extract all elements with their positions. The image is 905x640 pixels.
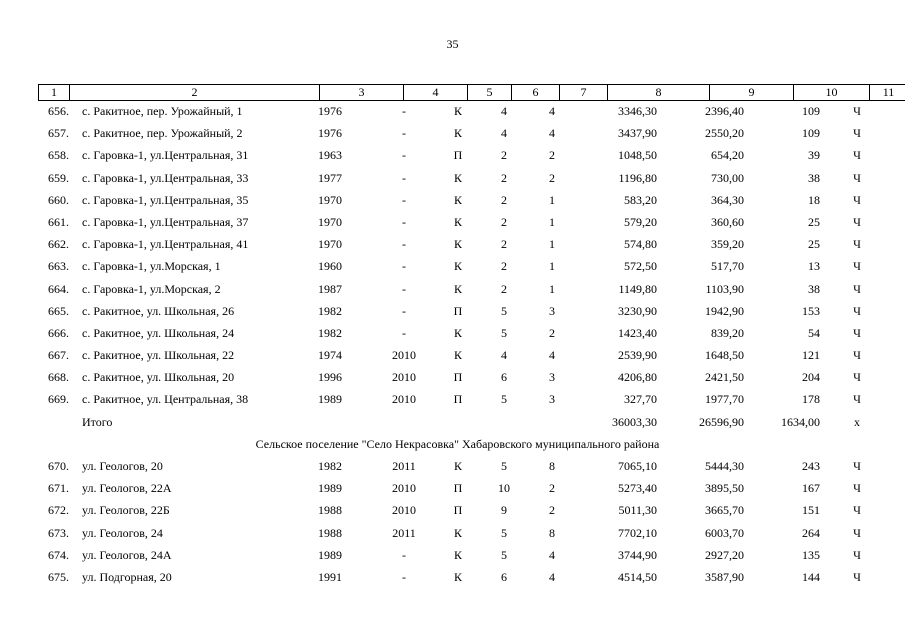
- address-cell: с. Ракитное, ул. Школьная, 22: [82, 348, 235, 363]
- table-row: [38, 193, 877, 215]
- build-year-cell: 1970: [318, 214, 342, 229]
- row-number-cell: 671.: [48, 481, 69, 496]
- column-header-5: 5: [468, 85, 512, 101]
- repair-year-cell: 2010: [392, 392, 416, 407]
- ownership-mark-cell: Ч: [853, 281, 861, 296]
- entrances-cell: 3: [549, 370, 555, 385]
- residents-cell: 153: [802, 303, 820, 318]
- repair-year-cell: -: [402, 547, 406, 562]
- living-area-cell: 1648,50: [705, 348, 744, 363]
- address-cell: с. Гаровка-1, ул.Морская, 2: [82, 281, 221, 296]
- repair-year-cell: -: [402, 325, 406, 340]
- living-area-sum: 26596,90: [699, 414, 744, 429]
- column-header-8: 8: [608, 85, 710, 101]
- total-area-cell: 7702,10: [618, 525, 657, 540]
- ownership-mark-cell: Ч: [853, 370, 861, 385]
- build-year-cell: 1982: [318, 325, 342, 340]
- total-area-cell: 4206,80: [618, 370, 657, 385]
- repair-year-cell: -: [402, 104, 406, 118]
- ownership-mark-cell: Ч: [853, 525, 861, 540]
- row-number-cell: 675.: [48, 569, 69, 584]
- floors-cell: 5: [501, 325, 507, 340]
- residents-cell: 18: [808, 192, 820, 207]
- living-area-cell: 360,60: [711, 214, 744, 229]
- build-year-cell: 1989: [318, 392, 342, 407]
- residents-cell: 38: [808, 170, 820, 185]
- wall-material-cell: К: [453, 104, 462, 118]
- total-area-cell: 583,20: [624, 192, 657, 207]
- residents-cell: 13: [808, 259, 820, 274]
- total-area-cell: 579,20: [624, 214, 657, 229]
- total-mark: х: [854, 414, 860, 429]
- repair-year-cell: 2010: [392, 348, 416, 363]
- build-year-cell: 1976: [318, 104, 342, 118]
- ownership-mark-cell: Ч: [853, 104, 861, 118]
- wall-material-cell: К: [453, 237, 462, 252]
- ownership-mark-cell: Ч: [853, 170, 861, 185]
- address-cell: с. Гаровка-1, ул.Центральная, 41: [82, 237, 249, 252]
- total-area-cell: 2539,90: [618, 348, 657, 363]
- ownership-mark-cell: Ч: [853, 459, 861, 473]
- table-row: [38, 459, 877, 481]
- table-row: [38, 326, 877, 348]
- living-area-cell: 5444,30: [705, 459, 744, 473]
- table-row: [38, 104, 877, 126]
- build-year-cell: 1977: [318, 170, 342, 185]
- address-cell: с. Гаровка-1, ул.Центральная, 31: [82, 148, 249, 163]
- floors-cell: 5: [501, 525, 507, 540]
- address-cell: ул. Геологов, 24А: [82, 547, 172, 562]
- floors-cell: 2: [501, 281, 507, 296]
- entrances-cell: 8: [549, 459, 555, 473]
- total-area-cell: 7065,10: [618, 459, 657, 473]
- total-area-cell: 3346,30: [618, 104, 657, 118]
- address-cell: с. Гаровка-1, ул.Центральная, 35: [82, 192, 249, 207]
- address-cell: с. Ракитное, ул. Школьная, 26: [82, 303, 235, 318]
- table-row: [38, 259, 877, 281]
- ownership-mark-cell: Ч: [853, 259, 861, 274]
- column-header-6: 6: [512, 85, 560, 101]
- repair-year-cell: -: [402, 237, 406, 252]
- table-row: [38, 126, 877, 148]
- living-area-cell: 6003,70: [705, 525, 744, 540]
- section-title-row: [38, 437, 877, 459]
- repair-year-cell: -: [402, 303, 406, 318]
- repair-year-cell: -: [402, 281, 406, 296]
- row-number-cell: 667.: [48, 348, 69, 363]
- address-cell: с. Ракитное, пер. Урожайный, 2: [82, 126, 243, 141]
- residents-cell: 243: [802, 459, 820, 473]
- entrances-cell: 1: [549, 214, 555, 229]
- total-label: Итого: [82, 414, 113, 429]
- floors-cell: 2: [501, 148, 507, 163]
- total-area-cell: 3230,90: [618, 303, 657, 318]
- wall-material-cell: К: [453, 459, 462, 473]
- floors-cell: 4: [501, 126, 507, 141]
- entrances-cell: 1: [549, 192, 555, 207]
- living-area-cell: 839,20: [711, 325, 744, 340]
- repair-year-cell: -: [402, 126, 406, 141]
- column-header-7: 7: [560, 85, 608, 101]
- address-cell: ул. Геологов, 22Б: [82, 503, 170, 518]
- living-area-cell: 2550,20: [705, 126, 744, 141]
- ownership-mark-cell: Ч: [853, 325, 861, 340]
- repair-year-cell: -: [402, 192, 406, 207]
- living-area-cell: 2396,40: [705, 104, 744, 118]
- living-area-cell: 1977,70: [705, 392, 744, 407]
- total-area-cell: 327,70: [624, 392, 657, 407]
- table-row: [38, 370, 877, 392]
- wall-material-cell: П: [453, 148, 463, 163]
- residents-cell: 144: [802, 569, 820, 584]
- row-number-cell: 659.: [48, 170, 69, 185]
- wall-material-cell: К: [453, 325, 462, 340]
- residents-cell: 38: [808, 281, 820, 296]
- build-year-cell: 1974: [318, 348, 342, 363]
- floors-cell: 10: [498, 481, 510, 496]
- floors-cell: 6: [501, 370, 507, 385]
- table-row: [38, 348, 877, 370]
- build-year-cell: 1991: [318, 569, 342, 584]
- residents-cell: 178: [802, 392, 820, 407]
- table-row: [38, 570, 877, 592]
- residents-cell: 39: [808, 148, 820, 163]
- total-area-cell: 574,80: [624, 237, 657, 252]
- row-number-cell: 662.: [48, 237, 69, 252]
- floors-cell: 5: [501, 547, 507, 562]
- row-number-cell: 670.: [48, 459, 69, 473]
- entrances-cell: 1: [549, 281, 555, 296]
- wall-material-cell: К: [453, 259, 462, 274]
- living-area-cell: 730,00: [711, 170, 744, 185]
- total-area-cell: 572,50: [624, 259, 657, 274]
- repair-year-cell: 2010: [392, 503, 416, 518]
- row-number-cell: 674.: [48, 547, 69, 562]
- residents-cell: 25: [808, 214, 820, 229]
- build-year-cell: 1982: [318, 459, 342, 473]
- repair-year-cell: 2011: [392, 459, 416, 473]
- row-number-cell: 660.: [48, 192, 69, 207]
- living-area-cell: 2421,50: [705, 370, 744, 385]
- total-area-cell: 3437,90: [618, 126, 657, 141]
- total-area-cell: 1423,40: [618, 325, 657, 340]
- total-area-cell: 1048,50: [618, 148, 657, 163]
- address-cell: с. Ракитное, ул. Школьная, 24: [82, 325, 235, 340]
- ownership-mark-cell: Ч: [853, 303, 861, 318]
- living-area-cell: 3665,70: [705, 503, 744, 518]
- address-cell: с. Ракитное, ул. Центральная, 38: [82, 392, 249, 407]
- register-rows: [38, 104, 877, 592]
- build-year-cell: 1982: [318, 303, 342, 318]
- table-row: [38, 503, 877, 525]
- build-year-cell: 1988: [318, 525, 342, 540]
- row-number-cell: 664.: [48, 281, 69, 296]
- section-title: Сельское поселение "Село Некрасовка" Хабаровского муниципального района: [255, 436, 660, 451]
- entrances-cell: 8: [549, 525, 555, 540]
- living-area-cell: 3587,90: [705, 569, 744, 584]
- wall-material-cell: К: [453, 525, 462, 540]
- row-number-cell: 657.: [48, 126, 69, 141]
- residents-cell: 25: [808, 237, 820, 252]
- wall-material-cell: К: [453, 569, 462, 584]
- column-header-row: [39, 85, 905, 101]
- build-year-cell: 1970: [318, 237, 342, 252]
- repair-year-cell: 2010: [392, 370, 416, 385]
- address-cell: ул. Геологов, 24: [82, 525, 163, 540]
- entrances-cell: 4: [549, 569, 555, 584]
- table-row: [38, 392, 877, 414]
- entrances-cell: 4: [549, 104, 555, 118]
- wall-material-cell: П: [453, 392, 463, 407]
- table-row: [38, 171, 877, 193]
- entrances-cell: 1: [549, 237, 555, 252]
- row-number-cell: 669.: [48, 392, 69, 407]
- repair-year-cell: 2011: [392, 525, 416, 540]
- address-cell: с. Гаровка-1, ул.Центральная, 37: [82, 214, 249, 229]
- repair-year-cell: -: [402, 170, 406, 185]
- total-area-cell: 1196,80: [618, 170, 657, 185]
- build-year-cell: 1989: [318, 481, 342, 496]
- living-area-cell: 3895,50: [705, 481, 744, 496]
- ownership-mark-cell: Ч: [853, 481, 861, 496]
- ownership-mark-cell: Ч: [853, 392, 861, 407]
- residents-cell: 204: [802, 370, 820, 385]
- column-header-table: [38, 84, 905, 101]
- entrances-cell: 3: [549, 392, 555, 407]
- table-row: [38, 282, 877, 304]
- floors-cell: 5: [501, 459, 507, 473]
- entrances-cell: 2: [549, 503, 555, 518]
- total-area-cell: 4514,50: [618, 569, 657, 584]
- residents-cell: 135: [802, 547, 820, 562]
- address-cell: ул. Подгорная, 20: [82, 569, 172, 584]
- living-area-cell: 654,20: [711, 148, 744, 163]
- total-row: [38, 415, 877, 437]
- repair-year-cell: -: [402, 148, 406, 163]
- column-header-9: 9: [710, 85, 794, 101]
- wall-material-cell: П: [453, 481, 463, 496]
- entrances-cell: 2: [549, 481, 555, 496]
- column-header-3: 3: [320, 85, 404, 101]
- build-year-cell: 1987: [318, 281, 342, 296]
- repair-year-cell: -: [402, 214, 406, 229]
- total-area-sum: 36003,30: [612, 414, 657, 429]
- wall-material-cell: К: [453, 214, 462, 229]
- column-header-10: 10: [794, 85, 870, 101]
- wall-material-cell: П: [453, 503, 463, 518]
- build-year-cell: 1970: [318, 192, 342, 207]
- floors-cell: 2: [501, 214, 507, 229]
- repair-year-cell: -: [402, 259, 406, 274]
- table-row: [38, 526, 877, 548]
- residents-cell: 151: [802, 503, 820, 518]
- residents-cell: 109: [802, 104, 820, 118]
- floors-cell: 4: [501, 104, 507, 118]
- living-area-cell: 2927,20: [705, 547, 744, 562]
- residents-cell: 167: [802, 481, 820, 496]
- page-number: 35: [446, 37, 459, 51]
- address-cell: с. Ракитное, ул. Школьная, 20: [82, 370, 235, 385]
- residents-cell: 54: [808, 325, 820, 340]
- ownership-mark-cell: Ч: [853, 348, 861, 363]
- address-cell: ул. Геологов, 20: [82, 459, 163, 473]
- floors-cell: 2: [501, 192, 507, 207]
- wall-material-cell: К: [453, 126, 462, 141]
- column-header-4: 4: [404, 85, 468, 101]
- row-number-cell: 666.: [48, 325, 69, 340]
- wall-material-cell: К: [453, 348, 462, 363]
- floors-cell: 4: [501, 348, 507, 363]
- column-header-1: 1: [39, 85, 70, 101]
- table-row: [38, 148, 877, 170]
- table-row: [38, 304, 877, 326]
- column-header-2: 2: [70, 85, 320, 101]
- wall-material-cell: П: [453, 303, 463, 318]
- ownership-mark-cell: Ч: [853, 569, 861, 584]
- residents-cell: 109: [802, 126, 820, 141]
- table-row: [38, 481, 877, 503]
- wall-material-cell: К: [453, 281, 462, 296]
- ownership-mark-cell: Ч: [853, 503, 861, 518]
- living-area-cell: 517,70: [711, 259, 744, 274]
- build-year-cell: 1963: [318, 148, 342, 163]
- residents-sum: 1634,00: [781, 414, 820, 429]
- column-header-11: 11: [870, 85, 905, 101]
- entrances-cell: 2: [549, 148, 555, 163]
- repair-year-cell: -: [402, 569, 406, 584]
- floors-cell: 5: [501, 303, 507, 318]
- table-row: [38, 237, 877, 259]
- row-number-cell: 673.: [48, 525, 69, 540]
- residents-cell: 121: [802, 348, 820, 363]
- floors-cell: 2: [501, 170, 507, 185]
- ownership-mark-cell: Ч: [853, 547, 861, 562]
- row-number-cell: 656.: [48, 104, 69, 118]
- entrances-cell: 3: [549, 303, 555, 318]
- build-year-cell: 1976: [318, 126, 342, 141]
- floors-cell: 9: [501, 503, 507, 518]
- entrances-cell: 1: [549, 259, 555, 274]
- total-area-cell: 3744,90: [618, 547, 657, 562]
- total-area-cell: 1149,80: [618, 281, 657, 296]
- entrances-cell: 2: [549, 325, 555, 340]
- wall-material-cell: К: [453, 192, 462, 207]
- ownership-mark-cell: Ч: [853, 148, 861, 163]
- row-number-cell: 663.: [48, 259, 69, 274]
- build-year-cell: 1989: [318, 547, 342, 562]
- build-year-cell: 1960: [318, 259, 342, 274]
- floors-cell: 2: [501, 237, 507, 252]
- total-area-cell: 5273,40: [618, 481, 657, 496]
- ownership-mark-cell: Ч: [853, 237, 861, 252]
- entrances-cell: 4: [549, 126, 555, 141]
- repair-year-cell: 2010: [392, 481, 416, 496]
- address-cell: с. Ракитное, пер. Урожайный, 1: [82, 104, 243, 118]
- row-number-cell: 665.: [48, 303, 69, 318]
- build-year-cell: 1996: [318, 370, 342, 385]
- living-area-cell: 359,20: [711, 237, 744, 252]
- row-number-cell: 668.: [48, 370, 69, 385]
- living-area-cell: 364,30: [711, 192, 744, 207]
- entrances-cell: 2: [549, 170, 555, 185]
- ownership-mark-cell: Ч: [853, 214, 861, 229]
- entrances-cell: 4: [549, 348, 555, 363]
- floors-cell: 5: [501, 392, 507, 407]
- table-row: [38, 215, 877, 237]
- wall-material-cell: К: [453, 170, 462, 185]
- ownership-mark-cell: Ч: [853, 192, 861, 207]
- address-cell: ул. Геологов, 22А: [82, 481, 172, 496]
- address-cell: с. Гаровка-1, ул.Морская, 1: [82, 259, 221, 274]
- row-number-cell: 672.: [48, 503, 69, 518]
- ownership-mark-cell: Ч: [853, 126, 861, 141]
- entrances-cell: 4: [549, 547, 555, 562]
- floors-cell: 2: [501, 259, 507, 274]
- wall-material-cell: П: [453, 370, 463, 385]
- residents-cell: 264: [802, 525, 820, 540]
- floors-cell: 6: [501, 569, 507, 584]
- address-cell: с. Гаровка-1, ул.Центральная, 33: [82, 170, 249, 185]
- row-number-cell: 658.: [48, 148, 69, 163]
- living-area-cell: 1103,90: [705, 281, 744, 296]
- build-year-cell: 1988: [318, 503, 342, 518]
- table-row: [38, 548, 877, 570]
- wall-material-cell: К: [453, 547, 462, 562]
- row-number-cell: 661.: [48, 214, 69, 229]
- total-area-cell: 5011,30: [618, 503, 657, 518]
- living-area-cell: 1942,90: [705, 303, 744, 318]
